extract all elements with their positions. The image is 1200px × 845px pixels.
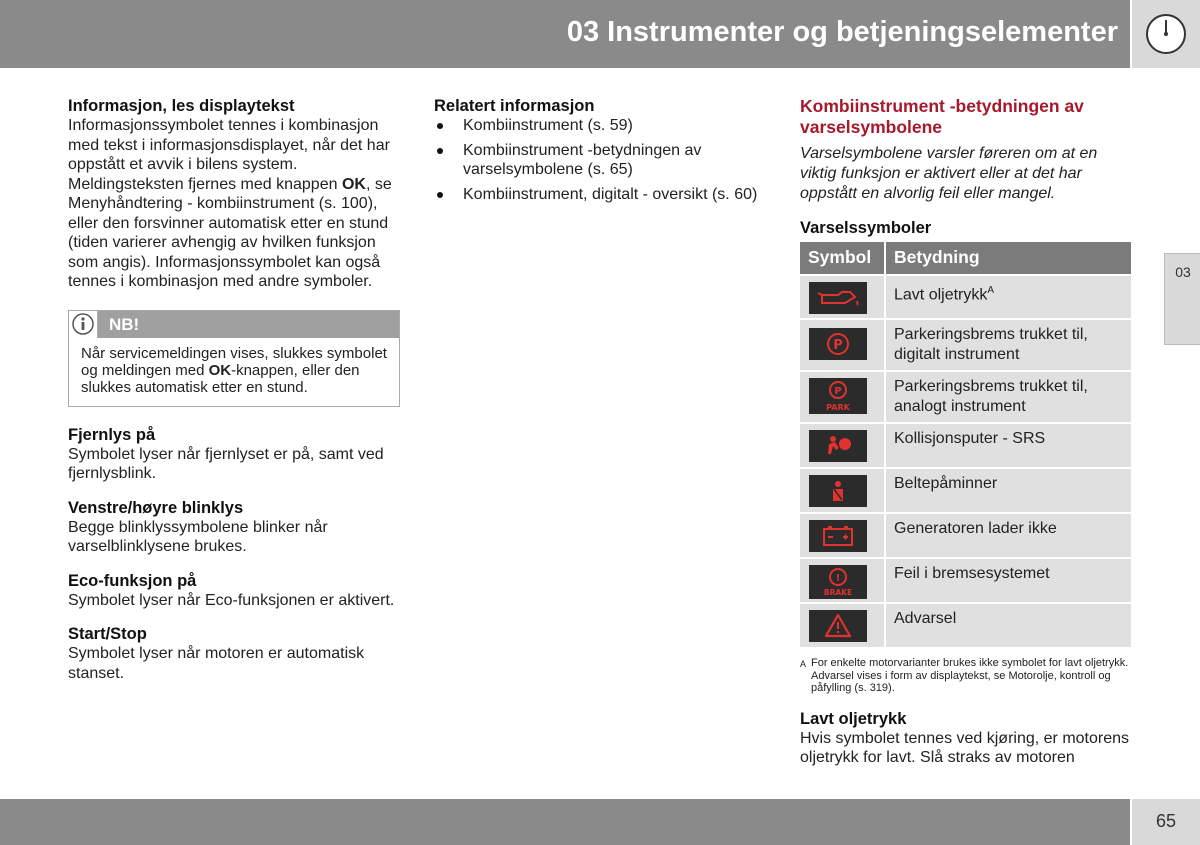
meaning-text: Beltepåminner	[886, 469, 1131, 512]
parking-brake-park-icon	[809, 378, 867, 414]
table-footnote	[800, 657, 1131, 695]
section-text: Informasjonssymbolet tennes i kombinasjon med tekst i informasjonsdisplayet, når det har oppstått et avvik i bilens system. Meldingsteksten fjernes med knappen OK, se Menyhåndtering - kombiinstrument (s. 100), eller den forsvinner automatisk etter en stund (tiden varierer avhengig av hvilken funksjon som angis). Informasjonssymbolet kan også tennes i kombinasjon med andre symboler.	[68, 117, 392, 290]
low-oil-text: Hvis symbolet tennes ved kjøring, er motorens oljetrykk for lavt. Slå straks av motoren	[800, 729, 1130, 766]
footnote-text: For enkelte motorvarianter brukes ikke symbolet for lavt oljetrykk. Advarsel vises i form av displaytekst, se Motorolje, kontroll og påfylling (s. 319).	[811, 657, 1129, 694]
chapter-icon-box	[1132, 0, 1200, 68]
low-oil-title: Lavt oljetrykk	[800, 709, 907, 728]
table-row	[800, 514, 1131, 557]
table-row	[800, 559, 1131, 602]
turn-signal-section	[68, 498, 402, 557]
oil-pressure-icon	[809, 282, 867, 314]
section-text: Symbolet lyser når Eco-funksjonen er aktivert.	[68, 591, 395, 609]
brake-label: BRAKE	[823, 588, 853, 597]
note-title: NB!	[109, 314, 140, 334]
chapter-title: 03 Instrumenter og betjeningselementer	[566, 16, 1118, 48]
page-number-box	[1132, 799, 1200, 845]
right-column	[800, 96, 1131, 768]
section-title: Fjernlys på	[68, 425, 156, 444]
section-text: Symbolet lyser når motoren er automatisk stanset.	[68, 645, 365, 682]
svg-text:P: P	[834, 386, 842, 397]
section-title: Informasjon, les displaytekst	[68, 97, 295, 115]
chapter-side-tab[interactable]	[1164, 253, 1200, 345]
meaning-text: Feil i bremsesystemet	[886, 559, 1131, 602]
eco-section	[68, 571, 402, 611]
left-column	[68, 96, 402, 697]
section-title: Eco-funksjon på	[68, 571, 197, 590]
meaning-text: Advarsel	[886, 604, 1131, 647]
park-label: PARK	[826, 403, 850, 412]
airbag-icon	[809, 430, 867, 462]
col-header-symbol: Symbol	[800, 242, 886, 274]
warning-symbols-title: Kombiinstrument -betydningen av varselsymbolene	[800, 96, 1084, 137]
warning-triangle-icon	[809, 610, 867, 642]
middle-column	[434, 96, 768, 209]
meaning-text: Parkeringsbrems trukket til, analogt instrument	[886, 372, 1131, 422]
meaning-text: Kollisjonsputer - SRS	[886, 424, 1131, 467]
section-title: Venstre/høyre blinklys	[68, 498, 244, 517]
note-box	[68, 310, 400, 407]
table-row	[800, 372, 1131, 422]
table-row	[800, 424, 1131, 467]
meaning-text: Lavt oljetrykk	[894, 286, 988, 304]
high-beam-section	[68, 425, 402, 484]
warning-symbols-intro: Varselsymbolene varsler føreren om at en viktig funksjon er aktivert eller at det har oppstått en alvorlig feil eller mangel.	[800, 145, 1098, 202]
meaning-text: Parkeringsbrems trukket til, digitalt instrument	[886, 320, 1131, 370]
section-text: Begge blinklyssymbolene blinker når varselblinklysene brukes.	[68, 518, 328, 555]
note-header	[69, 311, 399, 338]
side-tab-label: 03	[1175, 264, 1191, 280]
table-title: Varselssymboler	[800, 219, 932, 237]
footnote-mark: A	[800, 659, 807, 669]
table-row	[800, 469, 1131, 512]
related-link[interactable]: Kombiinstrument, digitalt - oversikt (s. 60)	[434, 185, 768, 205]
parking-brake-icon	[809, 328, 867, 360]
page-footer	[0, 799, 1130, 845]
section-title: Start/Stop	[68, 625, 147, 643]
start-stop-section	[68, 624, 402, 683]
related-link[interactable]: Kombiinstrument (s. 59)	[434, 116, 768, 136]
table-row	[800, 604, 1131, 647]
table-row	[800, 320, 1131, 370]
indicator-sections	[68, 425, 402, 684]
related-info-title: Relatert informasjon	[434, 97, 595, 115]
meaning-text: Generatoren lader ikke	[886, 514, 1131, 557]
related-link[interactable]: Kombiinstrument -betydningen av varselsymbolene (s. 65)	[434, 141, 768, 180]
speedometer-icon	[1144, 12, 1188, 56]
battery-icon	[809, 520, 867, 552]
info-display-section	[68, 96, 402, 292]
section-text: Symbolet lyser når fjernlyset er på, samt ved fjernlysblink.	[68, 445, 384, 482]
footnote-marker: A	[987, 285, 995, 296]
related-info-list	[434, 116, 768, 204]
info-icon	[69, 311, 98, 338]
svg-text:P: P	[833, 338, 843, 353]
brake-warning-icon	[809, 565, 867, 599]
svg-text:!: !	[835, 573, 841, 584]
seatbelt-icon	[809, 475, 867, 507]
col-header-meaning: Betydning	[886, 242, 1131, 274]
page-header	[0, 0, 1130, 68]
table-row	[800, 276, 1131, 318]
note-text: Når servicemeldingen vises, slukkes symbolet og meldingen med OK-knappen, eller den slukkes automatisk etter en stund.	[81, 344, 387, 396]
warning-symbols-table	[800, 240, 1131, 649]
page-number: 65	[1155, 811, 1177, 831]
